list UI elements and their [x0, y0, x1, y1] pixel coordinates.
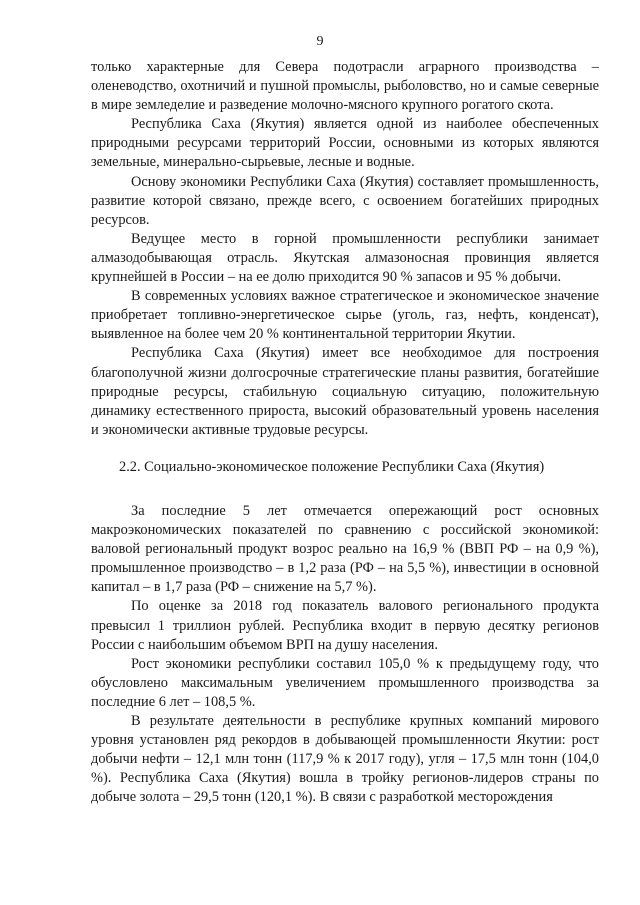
paragraph-macro-growth: За последние 5 лет отмечается опережающий рост основных макроэкономических показателей по сравнению с российской экономикой: валовой региональный продукт возрос реально на 16,9 % (ВВП РФ – на 0,9 %), промышленное производство – в 1,2 раза (РФ – на 5,5 %), инвестиции в основной капитал – в 1,7 раза (РФ – снижение на 5,7 %). [91, 502, 599, 596]
paragraph-mining-records: В результате деятельности в республике крупных компаний мирового уровня установлен ряд рекордов в добывающей промышленности Якутии: рост добычи нефти – 12,1 млн тонн (117,9 % к 2017 году), угля – 17,5 млн тонн (104,0 %). Республика Саха (Якутия) вошла в тройку регионов-лидеров страны по добыче золота – 29,5 тонн (120,1 %). В связи с разработкой месторождения [91, 713, 599, 806]
paragraph-continuation: только характерные для Севера подотрасли аграрного производства – оленеводство, охотничий и пушной промыслы, рыболовство, но и самые северные в мире земледелие и разведение молочно-мясного крупного рогатого скота. [91, 59, 599, 114]
paragraph-grp-2018: По оценке за 2018 год показатель валового регионального продукта превысил 1 триллион рублей. Республика входит в первую десятку регионов России с наибольшим объемом ВРП на душу населения. [91, 598, 599, 653]
paragraph-diamond-industry: Ведущее место в горной промышленности республики занимает алмазодобывающая отрасль. Якутская алмазоносная провинция является крупнейшей в России – на ее долю приходится 90 % запасов и 95 % добычи. [91, 230, 599, 286]
section-heading: 2.2. Социально-экономическое положение Республики Саха (Якутия) [119, 458, 545, 475]
paragraph-economy-basis: Основу экономики Республики Саха (Якутия) составляет промышленность, развитие которой связано, прежде всего, с освоением богатейших природных ресурсов. [91, 173, 599, 228]
paragraph-prerequisites: Республика Саха (Якутия) имеет все необходимое для построения благополучной жизни долгосрочные стратегические планы развития, богатейшие природные ресурсы, стабильную социальную ситуацию, положительную динамику естественного прироста, высокий образовательный уровень населения и экономически активные трудовые ресурсы. [91, 345, 599, 438]
paragraph-economic-growth: Рост экономики республики составил 105,0 % к предыдущему году, что обусловлено максимальным увеличением промышленного производства за последние 6 лет – 108,5 %. [91, 655, 599, 710]
paragraph-fuel-energy: В современных условиях важное стратегическое и экономическое значение приобретает топливно-энергетическое сырье (уголь, газ, нефть, конденсат), выявленное на более чем 20 % континентальной территории Якутии. [91, 288, 599, 343]
page-number: 9 [316, 34, 324, 49]
paragraph-natural-resources: Республика Саха (Якутия) является одной из наиболее обеспеченных природными ресурсами территорий России, основными из которых являются земельные, минерально-сырьевые, лесные и водные. [91, 116, 599, 171]
body-text [91, 58, 599, 807]
